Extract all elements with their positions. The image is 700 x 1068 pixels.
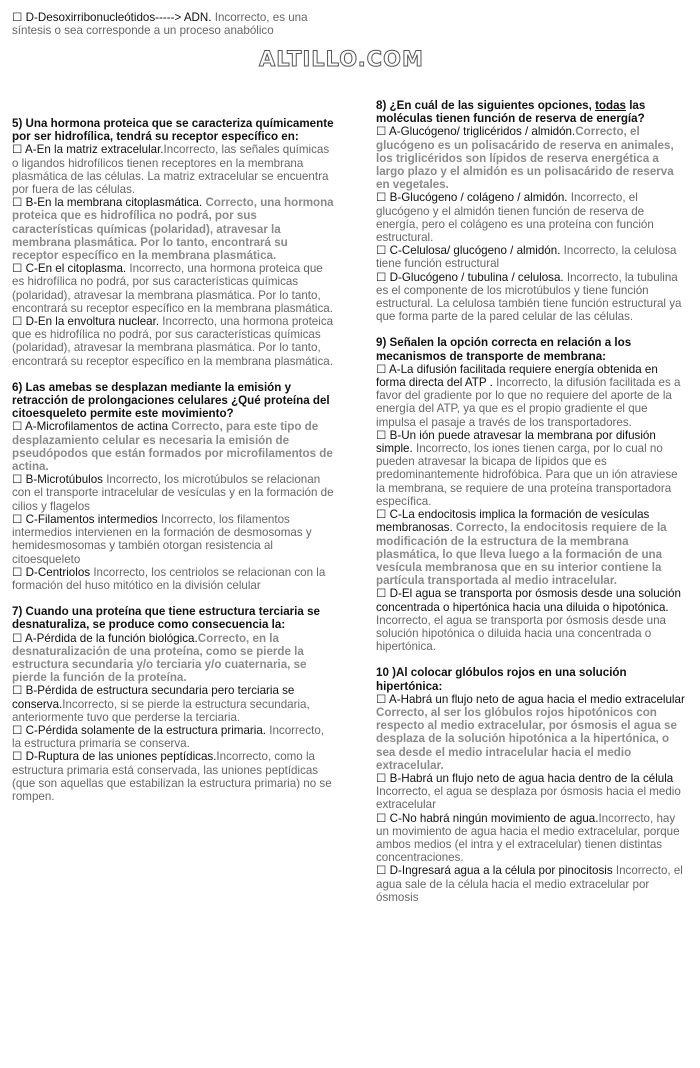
right-column xyxy=(376,99,689,917)
checkbox-icon[interactable]: ☐ xyxy=(376,125,387,139)
question-title: 5) Una hormona proteica que se caracteriza químicamente por ser hidrofílica, tendrá su receptor específico en: xyxy=(12,117,334,144)
option-c[interactable] xyxy=(376,812,689,865)
checkbox-icon[interactable]: ☐ xyxy=(12,750,23,764)
checkbox-icon[interactable]: ☐ xyxy=(12,631,23,645)
option-label: D-En la envoltura nuclear. xyxy=(25,315,160,329)
checkbox-icon[interactable]: ☐ xyxy=(12,315,23,329)
option-d[interactable] xyxy=(376,587,689,653)
checkbox-icon[interactable]: ☐ xyxy=(12,420,23,434)
option-a[interactable] xyxy=(376,363,689,429)
question-8 xyxy=(376,99,689,323)
option-label: C-Pérdida solamente de la estructura primaria. xyxy=(25,723,266,737)
option-a[interactable] xyxy=(12,420,334,473)
option-label: B-Un ión puede atravesar la membrana por difusión simple. xyxy=(376,428,656,456)
option-b[interactable] xyxy=(12,473,334,513)
option-label: B-Glucógeno / colágeno / almidón. xyxy=(389,191,568,205)
option-label: A-La difusión facilitada requiere energía obtenida en forma directa del ATP . xyxy=(376,362,658,390)
question-title-pre: 8) ¿En cuál de las siguientes opciones, xyxy=(376,99,596,112)
option-label: A-Glucógeno/ triglicéridos / almidón. xyxy=(389,125,576,139)
option-label: D-Desoxirribonucleótidos-----> ADN. xyxy=(25,11,212,24)
option-feedback: Incorrecto, la tubulina es el componente de los microtúbulos y tiene función estructural. La celulosa también tiene función estructural ya que forma parte de la pared celular de las células. xyxy=(376,270,682,324)
option-c[interactable] xyxy=(376,508,689,587)
option-feedback: Correcto, el glucógeno es un polisacárido de reserva en animales, los triglicéridos son lípidos de reserva energética a largo plazo y el almidón es un polisacárido de reserva en vegetales. xyxy=(376,125,674,192)
option-label: C-Filamentos intermedios xyxy=(25,512,158,526)
option-feedback: Incorrecto, una hormona proteica que es hidrofílica no podrá, por sus características químicas (polaridad), atravesar la membrana plasmática. Por lo tanto, encontrará su receptor específico en la membrana plasmática. xyxy=(12,315,334,368)
option-b[interactable] xyxy=(376,772,689,812)
question-7 xyxy=(12,605,334,803)
option-c[interactable] xyxy=(12,724,334,750)
left-column xyxy=(12,117,334,816)
option-d[interactable] xyxy=(376,271,689,324)
option-feedback: Incorrecto, es una síntesis o sea corresponde a un proceso anabólico xyxy=(12,11,308,38)
question-title-emphasis: todas xyxy=(595,99,626,112)
checkbox-icon: ☐ xyxy=(12,11,23,24)
option-a[interactable] xyxy=(12,143,334,196)
option-b[interactable] xyxy=(12,684,334,724)
option-label: A-Pérdida de la función biológica. xyxy=(25,631,198,645)
option-label: A-En la matriz extracelular. xyxy=(25,143,164,157)
option-a[interactable] xyxy=(376,693,689,772)
option-feedback: Correcto, al ser los glóbulos rojos hipotónicos con respecto al medio extracelular, por ósmosis el agua se desplaza de la solución hipotónica a la hipertónica, o sea desde el medio intracelular hacia el medio extracelular. xyxy=(376,705,677,772)
checkbox-icon[interactable]: ☐ xyxy=(376,811,387,825)
option-feedback: Incorrecto, los microtúbulos se relacionan con el transporte intracelular de vesículas y en la formación de cilios y flagelos xyxy=(12,473,334,513)
option-feedback: Correcto, para este tipo de desplazamiento celular es necesaria la emisión de pseudópodos que están formados por microfilamentos de actina. xyxy=(12,420,333,474)
checkbox-icon[interactable]: ☐ xyxy=(376,692,387,706)
site-watermark: ALTILLO.COM xyxy=(259,47,424,71)
checkbox-icon[interactable]: ☐ xyxy=(376,587,387,601)
option-feedback: Incorrecto, la difusión facilitada es a favor del gradiente por lo que no requiere del aporte de la energía del ATP, ya que es el propio gradiente el que impulsa el pasaje a través de los transportadores. xyxy=(376,376,681,429)
checkbox-icon[interactable]: ☐ xyxy=(12,196,23,210)
question-10 xyxy=(376,666,689,904)
option-label: B-En la membrana citoplasmática. xyxy=(25,196,203,210)
option-label: A-Microfilamentos de actina xyxy=(25,420,169,434)
option-c[interactable] xyxy=(376,244,689,270)
option-feedback: Incorrecto, la estructura primaria se conserva. xyxy=(12,723,325,751)
question-title: 6) Las amebas se desplazan mediante la emisión y retracción de prolongaciones celulares ¿Qué proteína del citoesqueleto permite este movimiento? xyxy=(12,380,330,421)
option-d[interactable] xyxy=(12,750,334,803)
question-title: 9) Señalen la opción correcta en relación a los mecanismos de transporte de membrana: xyxy=(376,336,632,363)
question-title-post: las moléculas tienen función de reserva de energía? xyxy=(376,99,646,126)
checkbox-icon[interactable]: ☐ xyxy=(376,428,387,442)
option-c[interactable] xyxy=(12,513,334,566)
option-label: B-Habrá un flujo neto de agua hacia dentro de la célula xyxy=(389,771,674,785)
option-label: D-Glucógeno / tubulina / celulosa. xyxy=(389,270,564,284)
checkbox-icon[interactable]: ☐ xyxy=(12,512,23,526)
checkbox-icon[interactable]: ☐ xyxy=(12,262,23,276)
option-feedback: Incorrecto, los iones tienen carga, por lo cual no pueden atravesar la bicapa de lípidos que es predominantemente hidrofóbica. Para que un ión atraviese la membrana, se requiere de una proteína transportadora específica. xyxy=(376,442,678,508)
checkbox-icon[interactable]: ☐ xyxy=(12,723,23,737)
checkbox-icon[interactable]: ☐ xyxy=(12,684,23,698)
option-feedback: Incorrecto, el agua se transporta por ósmosis desde una solución hipotónica o diluida hacia una concentrada o hipertónica. xyxy=(376,613,667,654)
option-c[interactable] xyxy=(12,262,334,315)
option-feedback: Incorrecto, hay un movimiento de agua hacia el medio extracelular, porque ambos medios (el intra y el extracelular) tienen distintas concentraciones. xyxy=(376,811,680,865)
checkbox-icon[interactable]: ☐ xyxy=(376,270,387,284)
option-label: B-Pérdida de estructura secundaria pero terciaria se conserva. xyxy=(12,684,295,711)
checkbox-icon[interactable]: ☐ xyxy=(12,143,23,157)
option-feedback: Incorrecto, el agua sale de la célula hacia el medio extracelular por ósmosis xyxy=(376,864,683,904)
option-label: C-No habrá ningún movimiento de agua. xyxy=(389,811,599,825)
option-feedback: Incorrecto, los filamentos intermedios intervienen en la formación de desmosomas y hemidesmosomas y también otorgan resistencia al citoesqueleto xyxy=(12,512,312,566)
option-feedback: Incorrecto, los centriolos se relacionan con la formación del huso mitótico en la división celular xyxy=(12,565,326,592)
option-label: D-El agua se transporta por ósmosis desde una solución concentrada o hipertónica hacia una diluida o hipotónica. xyxy=(376,587,681,614)
question-title: 10 )Al colocar glóbulos rojos en una solución hipertónica: xyxy=(376,666,627,693)
checkbox-icon[interactable]: ☐ xyxy=(376,864,387,878)
option-label: B-Microtúbulos xyxy=(25,473,103,487)
checkbox-icon[interactable]: ☐ xyxy=(376,508,387,522)
option-a[interactable] xyxy=(12,632,334,685)
checkbox-icon[interactable]: ☐ xyxy=(376,244,387,258)
checkbox-icon[interactable]: ☐ xyxy=(12,473,23,487)
option-feedback: Incorrecto, la celulosa tiene función estructural xyxy=(376,244,677,271)
question-title xyxy=(376,99,689,125)
option-feedback: Incorrecto, si se pierde la estructura secundaria, anteriormente tuvo que perderse la terciaria. xyxy=(12,697,310,724)
option-feedback: Incorrecto, como la estructura primaria está conservada, las uniones peptídicas (que son aquellas que estabilizan la estructura primaria) no se rompen. xyxy=(12,750,332,803)
option-label: D-Ingresará agua a la célula por pinocitosis xyxy=(389,864,613,878)
option-a[interactable] xyxy=(376,125,689,191)
option-b[interactable] xyxy=(12,196,334,262)
top-note xyxy=(12,11,332,37)
question-6 xyxy=(12,381,334,592)
checkbox-icon[interactable]: ☐ xyxy=(376,362,387,376)
checkbox-icon[interactable]: ☐ xyxy=(376,771,387,785)
option-feedback: Correcto, la endocitosis requiere de la modificación de la estructura de la membrana plasmática, lo que lleva luego a la formación de una vesícula membranosa que en su interior contiene la partícula transportada al medio intracelular. xyxy=(376,521,667,588)
option-b[interactable] xyxy=(376,191,689,244)
option-d[interactable] xyxy=(12,566,334,592)
option-feedback: Incorrecto, el glucógeno y el almidón tienen función de reserva de energía, pero el colágeno es una proteína con función estructural. xyxy=(376,191,654,245)
question-5 xyxy=(12,117,334,368)
question-9 xyxy=(376,336,689,653)
option-feedback: Incorrecto, el agua se desplaza por ósmosis hacia el medio extracelular xyxy=(376,785,681,812)
option-label: D-Centriolos xyxy=(25,565,91,579)
option-feedback: Incorrecto, las señales químicas o ligandos hidrofílicos tienen receptores en la membrana plasmática de las células. La matriz extracelular se encuentra por fuera de las células. xyxy=(12,143,330,197)
option-feedback: Correcto, una hormona proteica que es hidrofílica no podrá, por sus características químicas (polaridad), atravesar la membrana plasmática. Por lo tanto, encontrará su receptor específico en la membrana plasmática. xyxy=(12,196,334,263)
option-feedback: Correcto, en la desnaturalización de una proteína, como se pierde la estructura secundaria y/o terciaria y/o cuaternaria, se pierde la función de la proteína. xyxy=(12,631,307,685)
option-d[interactable] xyxy=(376,864,689,904)
option-label: C-En el citoplasma. xyxy=(25,262,127,276)
option-feedback: Incorrecto, una hormona proteica que es hidrofílica no podrá, por sus características químicas (polaridad), atravesar la membrana plasmática. Por lo tanto, encontrará su receptor específico en la membrana plasmática. xyxy=(12,262,333,315)
option-label: C-La endocitosis implica la formación de vesículas membranosas. xyxy=(376,508,650,535)
option-label: C-Celulosa/ glucógeno / almidón. xyxy=(389,244,561,258)
option-label: D-Ruptura de las uniones peptídicas. xyxy=(25,750,217,764)
option-label: A-Habrá un flujo neto de agua hacia el medio extracelular xyxy=(389,692,685,706)
option-b[interactable] xyxy=(376,429,689,508)
option-d[interactable] xyxy=(12,315,334,368)
checkbox-icon[interactable]: ☐ xyxy=(12,565,23,579)
question-title: 7) Cuando una proteína que tiene estructura terciaria se desnaturaliza, se produce como consecuencia la: xyxy=(12,605,320,632)
checkbox-icon[interactable]: ☐ xyxy=(376,191,387,205)
